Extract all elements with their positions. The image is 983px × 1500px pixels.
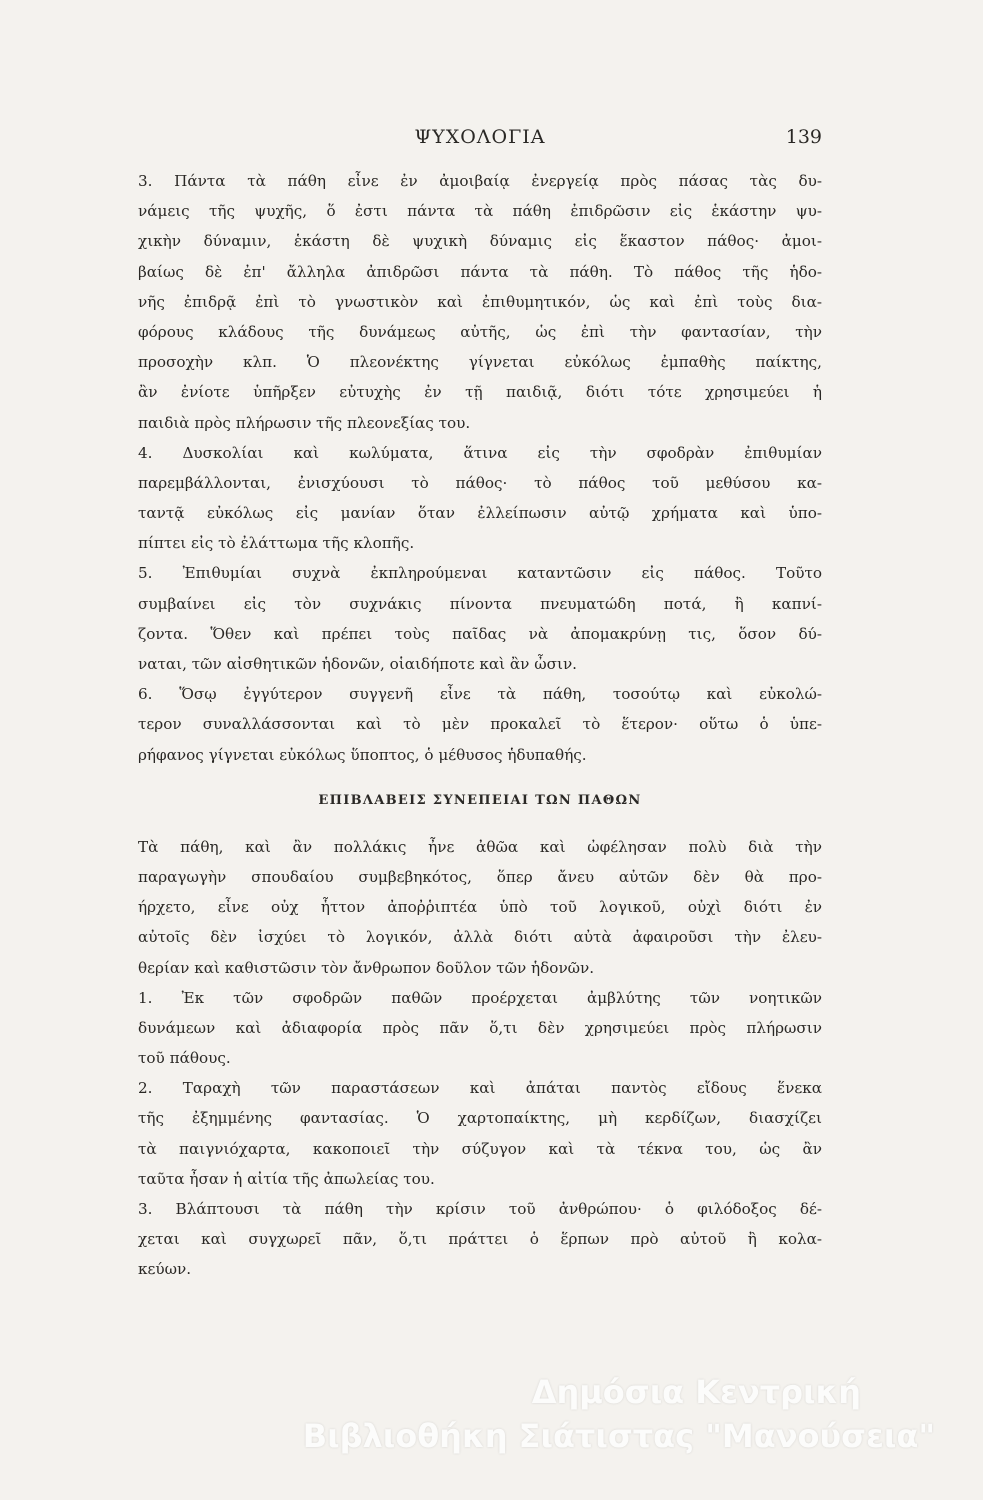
- text-line: ἂν ἐνίοτε ὑπῆρξεν εὐτυχὴς ἐν τῇ παιδιᾷ, διότι τότε χρησιμεύει ἡ: [138, 383, 822, 402]
- watermark-line-1: Δημόσια Κεντρική: [531, 1373, 861, 1411]
- text-line: κεύων.: [138, 1260, 192, 1279]
- paragraph: [138, 438, 822, 559]
- text-line: δυνάμεων καὶ ἀδιαφορία πρὸς πᾶν ὅ,τι δὲν χρησιμεύει πρὸς πλήρωσιν: [138, 1018, 822, 1037]
- text-line: 3. Πάντα τὰ πάθη εἶνε ἐν ἀμοιβαίᾳ ἐνεργείᾳ πρὸς πάσας τὰς δυ-: [138, 172, 822, 190]
- text-line: 3. Βλάπτουσι τὰ πάθη τὴν κρίσιν τοῦ ἀνθρώπου· ὁ φιλόδοξος δέ-: [138, 1200, 822, 1218]
- running-title: ΨΥΧΟΛΟΓΙΑ: [414, 126, 546, 148]
- paragraph-group-1: [138, 166, 822, 770]
- page-number: 139: [785, 126, 822, 148]
- text-line: 5. Ἐπιθυμίαι συχνὰ ἐκπληρούμεναι καταντῶσιν εἰς πάθος. Τοῦτο: [138, 564, 822, 583]
- text-line: ρήφανος γίγνεται εὐκόλως ὕποπτος, ὁ μέθυσος ἡδυπαθής.: [138, 745, 587, 764]
- text-line: 4. Δυσκολίαι καὶ κωλύματα, ἅτινα εἰς τὴν σφοδρὰν ἐπιθυμίαν: [138, 443, 822, 462]
- paragraph: [138, 166, 822, 438]
- text-line: ήρχετο, εἶνε οὐχ ἧττον ἀποῤῥιπτέα ὑπὸ τοῦ λογικοῦ, οὐχὶ διότι ἐν: [138, 898, 822, 917]
- paragraph: [138, 832, 822, 983]
- text-line: τῆς ἐξημμένης φαντασίας. Ὁ χαρτοπαίκτης, μὴ κερδίζων, διασχίζει: [138, 1109, 822, 1128]
- text-line: 2. Ταραχὴ τῶν παραστάσεων καὶ ἀπάται παντὸς εἴδους ἕνεκα: [138, 1079, 822, 1098]
- paragraph-group-2: [138, 832, 822, 1285]
- body-text: [138, 166, 822, 1285]
- text-line: χεται καὶ συγχωρεῖ πᾶν, ὅ,τι πράττει ὁ ἕρπων πρὸ αὐτοῦ ἢ κολα-: [138, 1230, 822, 1249]
- paragraph: [138, 558, 822, 679]
- text-line: Τὰ πάθη, καὶ ἂν πολλάκις ἦνε ἀθῶα καὶ ὠφέλησαν πολὺ διὰ τὴν: [138, 837, 822, 856]
- text-line: βαίως δὲ ἐπ' ἄλληλα ἀπιδρῶσι πάντα τὰ πάθη. Τὸ πάθος τῆς ἡδο-: [138, 262, 822, 281]
- watermark-line-2: Βιβλιοθήκη Σιάτιστας "Μανούσεια": [302, 1417, 935, 1455]
- paragraph: [138, 983, 822, 1074]
- text-line: χικὴν δύναμιν, ἑκάστη δὲ ψυχικὴ δύναμις εἰς ἕκαστον πάθος· ἀμοι-: [138, 232, 822, 251]
- text-line: τερον συναλλάσσονται καὶ τὸ μὲν προκαλεῖ τὸ ἕτερον· οὕτω ὁ ὑπε-: [138, 715, 822, 734]
- paragraph: [138, 1073, 822, 1194]
- paragraph: [138, 679, 822, 770]
- text-line: παιδιὰ πρὸς πλήρωσιν τῆς πλεονεξίας του.: [138, 413, 471, 432]
- text-line: παρεμβάλλονται, ἐνισχύουσι τὸ πάθος· τὸ πάθος τοῦ μεθύσου κα-: [138, 473, 822, 492]
- text-line: προσοχὴν κλπ. Ὁ πλεονέκτης γίγνεται εὐκόλως ἐμπαθὴς παίκτης,: [138, 353, 822, 372]
- text-line: παραγωγὴν σπουδαίου συμβεβηκότος, ὅπερ ἄνευ αὐτῶν δὲν θὰ προ-: [138, 867, 822, 886]
- text-line: 6. Ὅσῳ ἐγγύτερον συγγενῆ εἶνε τὰ πάθη, τοσούτῳ καὶ εὐκολώ-: [138, 685, 822, 704]
- text-line: θερίαν καὶ καθιστῶσιν τὸν ἄνθρωπον δοῦλον τῶν ἡδονῶν.: [138, 958, 595, 977]
- section-title: ΕΠΙΒΛΑΒΕΙΣ ΣΥΝΕΠΕΙΑΙ ΤΩΝ ΠΑΘΩΝ: [318, 792, 642, 808]
- text-line: πίπτει εἰς τὸ ἐλάττωμα τῆς κλοπῆς.: [138, 534, 415, 553]
- text-line: νάμεις τῆς ψυχῆς, ὅ ἐστι πάντα τὰ πάθη ἐπιδρῶσιν εἰς ἑκάστην ψυ-: [138, 202, 822, 221]
- text-line: φόρους κλάδους τῆς δυνάμεως αὐτῆς, ὡς ἐπὶ τὴν φαντασίαν, τὴν: [138, 322, 822, 341]
- text-line: ταντᾷ εὐκόλως εἰς μανίαν ὅταν ἐλλείπωσιν αὐτῷ χρήματα καὶ ὑπο-: [138, 504, 822, 523]
- library-watermark: [303, 1370, 935, 1458]
- paragraph: [138, 1194, 822, 1285]
- text-line: ζοντα. Ὅθεν καὶ πρέπει τοὺς παῖδας νὰ ἀπομακρύνῃ τις, ὅσον δύ-: [138, 624, 822, 643]
- text-line: συμβαίνει εἰς τὸν συχνάκις πίνοντα πνευματώδη ποτά, ἢ καπνί-: [138, 594, 822, 613]
- text-line: νῆς ἐπιδρᾷ ἐπὶ τὸ γνωστικὸν καὶ ἐπιθυμητικόν, ὡς καὶ ἐπὶ τοὺς δια-: [138, 292, 822, 311]
- running-head: [138, 124, 822, 154]
- text-line: 1. Ἐκ τῶν σφοδρῶν παθῶν προέρχεται ἀμβλύτης τῶν νοητικῶν: [138, 988, 822, 1007]
- text-line: αὐτοῖς δὲν ἰσχύει τὸ λογικόν, ἀλλὰ διότι αὐτὰ ἀφαιροῦσι τὴν ἐλευ-: [138, 928, 822, 947]
- text-line: τοῦ πάθους.: [138, 1049, 231, 1068]
- text-line: τὰ παιγνιόχαρτα, κακοποιεῖ τὴν σύζυγον καὶ τὰ τέκνα του, ὡς ἂν: [138, 1139, 822, 1158]
- text-line: ναται, τῶν αἰσθητικῶν ἡδονῶν, οἱαιδήποτε καὶ ἂν ὦσιν.: [138, 655, 577, 673]
- text-line: ταῦτα ἦσαν ἡ αἰτία τῆς ἀπωλείας του.: [138, 1169, 435, 1188]
